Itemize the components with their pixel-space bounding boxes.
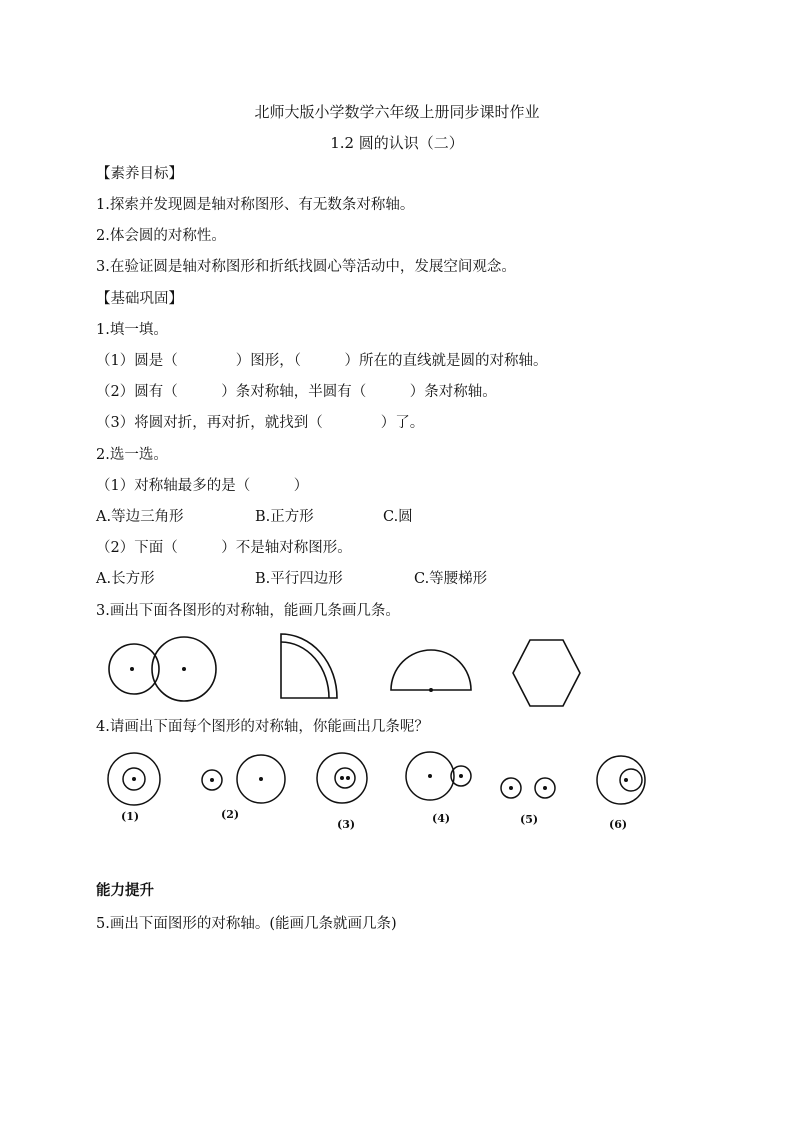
- q1-item-2: （2）圆有（ ）条对称轴，半圆有（ ）条对称轴。: [96, 384, 497, 400]
- q2-title: 2.选一选。: [96, 447, 168, 463]
- q1-item-1: （1）圆是（ ）图形，（ ）所在的直线就是圆的对称轴。: [96, 353, 548, 369]
- q4-dot: [132, 777, 136, 781]
- q4-label-4: (4): [432, 812, 451, 825]
- q4-dot: [459, 774, 463, 778]
- q4-figure-6: [597, 756, 645, 804]
- q4-label-1: (1): [121, 810, 140, 823]
- goal-item-1: 1.探索并发现圆是轴对称图形、有无数条对称轴。: [96, 197, 415, 213]
- q2-sub1: （1）对称轴最多的是（ ）: [96, 478, 309, 494]
- q4-label-5: (5): [520, 813, 539, 826]
- q3-title: 3.画出下面各图形的对称轴，能画几条画几条。: [96, 603, 400, 619]
- q4-dot: [543, 786, 547, 790]
- basic-heading: 【基础巩固】: [96, 291, 183, 307]
- q4-dot: [210, 778, 214, 782]
- q2-sub1-option-b: B.正方形: [255, 509, 314, 525]
- q5-title: 5.画出下面图形的对称轴。(能画几条就画几条): [96, 916, 397, 932]
- q2-sub1-option-a: A.等边三角形: [96, 509, 184, 525]
- page-title: 北师大版小学数学六年级上册同步课时作业: [254, 103, 540, 121]
- q4-label-6: (6): [609, 818, 628, 831]
- q1-title: 1.填一填。: [96, 322, 168, 338]
- q4-dot: [428, 774, 432, 778]
- page-subtitle: 1.2 圆的认识（二）: [330, 134, 464, 152]
- q2-sub2-option-b: B.平行四边形: [255, 571, 343, 587]
- q2-sub2-option-c: C.等腰梯形: [414, 571, 488, 587]
- q4-figure-2: [202, 755, 285, 803]
- q4-label-3: (3): [337, 818, 356, 831]
- goals-heading: 【素养目标】: [96, 166, 183, 182]
- goal-item-2: 2.体会圆的对称性。: [96, 228, 226, 244]
- q1-item-3: （3）将圆对折，再对折，就找到（ ）了。: [96, 415, 425, 431]
- q2-sub2-option-a: A.长方形: [96, 571, 155, 587]
- q2-sub2: （2）下面（ ）不是轴对称图形。: [96, 540, 352, 556]
- q4-dot: [340, 776, 344, 780]
- goal-item-3: 3.在验证圆是轴对称图形和折纸找圆心等活动中，发展空间观念。: [96, 259, 516, 275]
- q2-sub1-option-c: C.圆: [383, 509, 413, 525]
- q4-dot: [346, 776, 350, 780]
- q4-label-2: (2): [221, 808, 240, 821]
- q4-dot: [509, 786, 513, 790]
- q4-title: 4.请画出下面每个图形的对称轴，你能画出几条呢？: [96, 719, 429, 735]
- q4-dot: [259, 777, 263, 781]
- advanced-heading: 能力提升: [96, 882, 154, 899]
- q4-dot: [624, 778, 628, 782]
